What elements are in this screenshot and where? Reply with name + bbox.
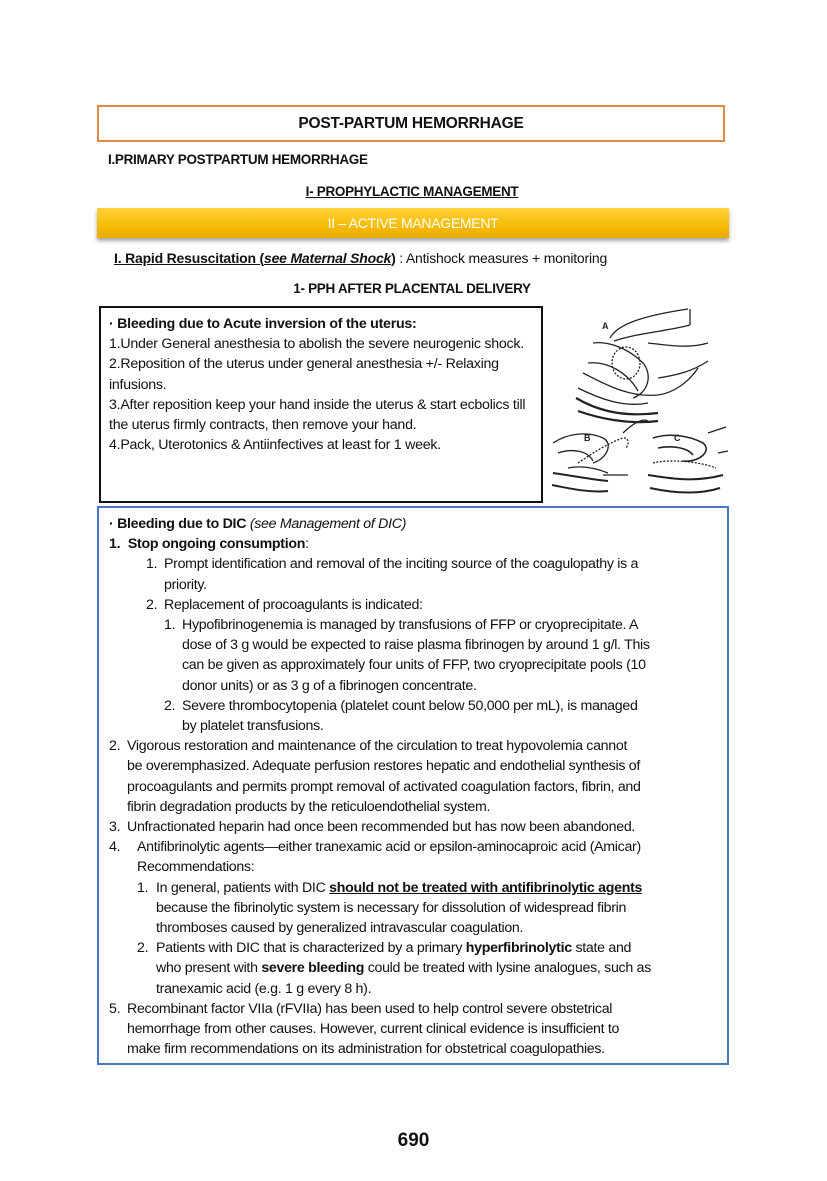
inversion-item: 3.After reposition keep your hand inside the uterus & start ecbolics till the uterus firmly contracts, then remove your hand. [109, 396, 526, 434]
dic-step-4 [109, 837, 719, 877]
svg-text:A: A [602, 321, 609, 331]
inversion-item: 4.Pack, Uterotonics & Antiinfectives at least for 1 week. [109, 437, 441, 454]
resuscitation-label [114, 250, 396, 266]
rec-emphasis: should not be treated with antifibrinolytic agents [329, 879, 643, 896]
maternal-shock-reference: see Maternal Shock [264, 250, 392, 266]
step-colon: : [305, 536, 309, 553]
list-text: make firm recommendations on its administration for obstetrical coagulopathies. [127, 1041, 605, 1058]
list-number: 1. [164, 617, 176, 634]
uterine-inversion-illustration-icon [548, 303, 730, 501]
dic-step-1 [109, 534, 719, 554]
page-title: POST-PARTUM HEMORRHAGE [298, 114, 524, 132]
rec-text: state and [571, 940, 632, 957]
list-text [156, 878, 719, 898]
list-text: Recommendations: [137, 859, 255, 876]
list-text: priority. [164, 576, 207, 593]
list-number: 4. [109, 839, 121, 856]
active-management-label: II – ACTIVE MANAGEMENT [327, 215, 499, 231]
step-number: 1. [109, 536, 121, 553]
list-number: 5. [109, 1000, 121, 1017]
rapid-resuscitation [114, 250, 607, 266]
list-text: fibrin degradation products by the reticuloendothelial system. [127, 798, 491, 815]
prophylactic-heading: I- PROPHYLACTIC MANAGEMENT [305, 184, 519, 199]
dic-box [97, 506, 729, 1065]
rec-emphasis: hyperfibrinolytic [465, 940, 572, 957]
list-number: 3. [109, 819, 121, 836]
rec-text: who present with [156, 960, 262, 977]
list-text: Recombinant factor VIIa (rFVIIa) has been used to help control severe obstetrical [127, 1000, 613, 1017]
dic-rec-2 [109, 938, 719, 999]
dic-step-1-sub-1 [109, 554, 719, 594]
resuscitation-label-prefix: I. Rapid Resuscitation ( [114, 250, 264, 266]
inversion-heading: · Bleeding due to Acute inversion of the uterus: [109, 316, 417, 332]
list-text: Prompt identification and removal of the inciting source of the coagulopathy is a [164, 556, 639, 573]
inversion-item: 1.Under General anesthesia to abolish the severe neurogenic shock. [109, 336, 524, 353]
list-text: Antifibrinolytic agents—either tranexamic acid or epsilon-aminocaproic acid (Amicar) [137, 839, 641, 856]
list-text: donor units) or as 3 g of a fibrinogen concentrate. [182, 677, 477, 694]
list-number: 2. [137, 940, 149, 957]
list-text: be overemphasized. Adequate perfusion restores hepatic and endothelial synthesis of [127, 758, 640, 775]
dic-heading [109, 514, 719, 534]
list-text: Vigorous restoration and maintenance of the circulation to treat hypovolemia cannot [127, 738, 628, 755]
page-number: 690 [397, 1130, 430, 1151]
list-number: 1. [146, 556, 158, 573]
rec-text: Patients with DIC that is characterized by a primary [156, 940, 466, 957]
dic-subsub-2 [109, 696, 719, 736]
list-text [156, 958, 719, 978]
dic-step-1-sub-2 [109, 595, 719, 615]
list-text: by platelet transfusions. [182, 718, 324, 735]
list-number: 2. [164, 697, 176, 714]
dic-subsub-1 [109, 615, 719, 696]
uterine-inversion-box [99, 306, 543, 503]
list-text [156, 938, 719, 958]
list-text: Severe thrombocytopenia (platelet count below 50,000 per mL), is managed [182, 697, 638, 714]
primary-heading: I.PRIMARY POSTPARTUM HEMORRHAGE [108, 152, 368, 167]
rec-text: could be treated with lysine analogues, such as [364, 960, 651, 977]
step-label: Stop ongoing consumption [127, 536, 306, 553]
list-text: can be given as approximately four units of FFP, two cryoprecipitate pools (10 [182, 657, 646, 674]
list-text: procoagulants and permits prompt removal of activated coagulation factors, fibrin, and [127, 778, 641, 795]
resuscitation-text: : Antishock measures + monitoring [395, 250, 608, 266]
list-number: 2. [109, 738, 121, 755]
pph-after-placental-heading: 1- PPH AFTER PLACENTAL DELIVERY [293, 281, 531, 296]
list-number: 1. [137, 879, 149, 896]
dic-heading-label: · Bleeding due to DIC [109, 516, 247, 532]
list-text: hemorrhage from other causes. However, current clinical evidence is insufficient to [127, 1021, 620, 1038]
resuscitation-label-suffix: ) [391, 250, 396, 266]
list-text: Replacement of procoagulants is indicated: [164, 596, 423, 613]
rec-text: In general, patients with DIC [156, 879, 330, 896]
dic-rec-1 [109, 878, 719, 939]
active-management-banner [97, 208, 729, 238]
rec-emphasis: severe bleeding [261, 960, 365, 977]
dic-reference: (see Management of DIC) [249, 516, 407, 532]
list-number: 2. [146, 596, 158, 613]
list-text: Hypofibrinogenemia is managed by transfusions of FFP or cryoprecipitate. A [182, 617, 639, 634]
list-text: because the fibrinolytic system is necessary for dissolution of widespread fibrin [156, 899, 627, 916]
svg-text:B: B [584, 433, 591, 443]
list-text: Unfractionated heparin had once been recommended but has now been abandoned. [127, 819, 636, 836]
dic-step-2 [109, 736, 719, 817]
dic-step-3 [109, 817, 719, 837]
list-text: thromboses caused by generalized intravascular coagulation. [156, 920, 524, 937]
list-text: dose of 3 g would be expected to raise plasma fibrinogen by around 1 g/l. This [182, 637, 650, 654]
list-text: tranexamic acid (e.g. 1 g every 8 h). [156, 980, 372, 997]
page-title-box [97, 105, 725, 142]
svg-text:C: C [674, 433, 681, 443]
dic-step-5 [109, 999, 719, 1060]
inversion-item: 2.Reposition of the uterus under general anesthesia +/- Relaxing infusions. [109, 356, 499, 393]
